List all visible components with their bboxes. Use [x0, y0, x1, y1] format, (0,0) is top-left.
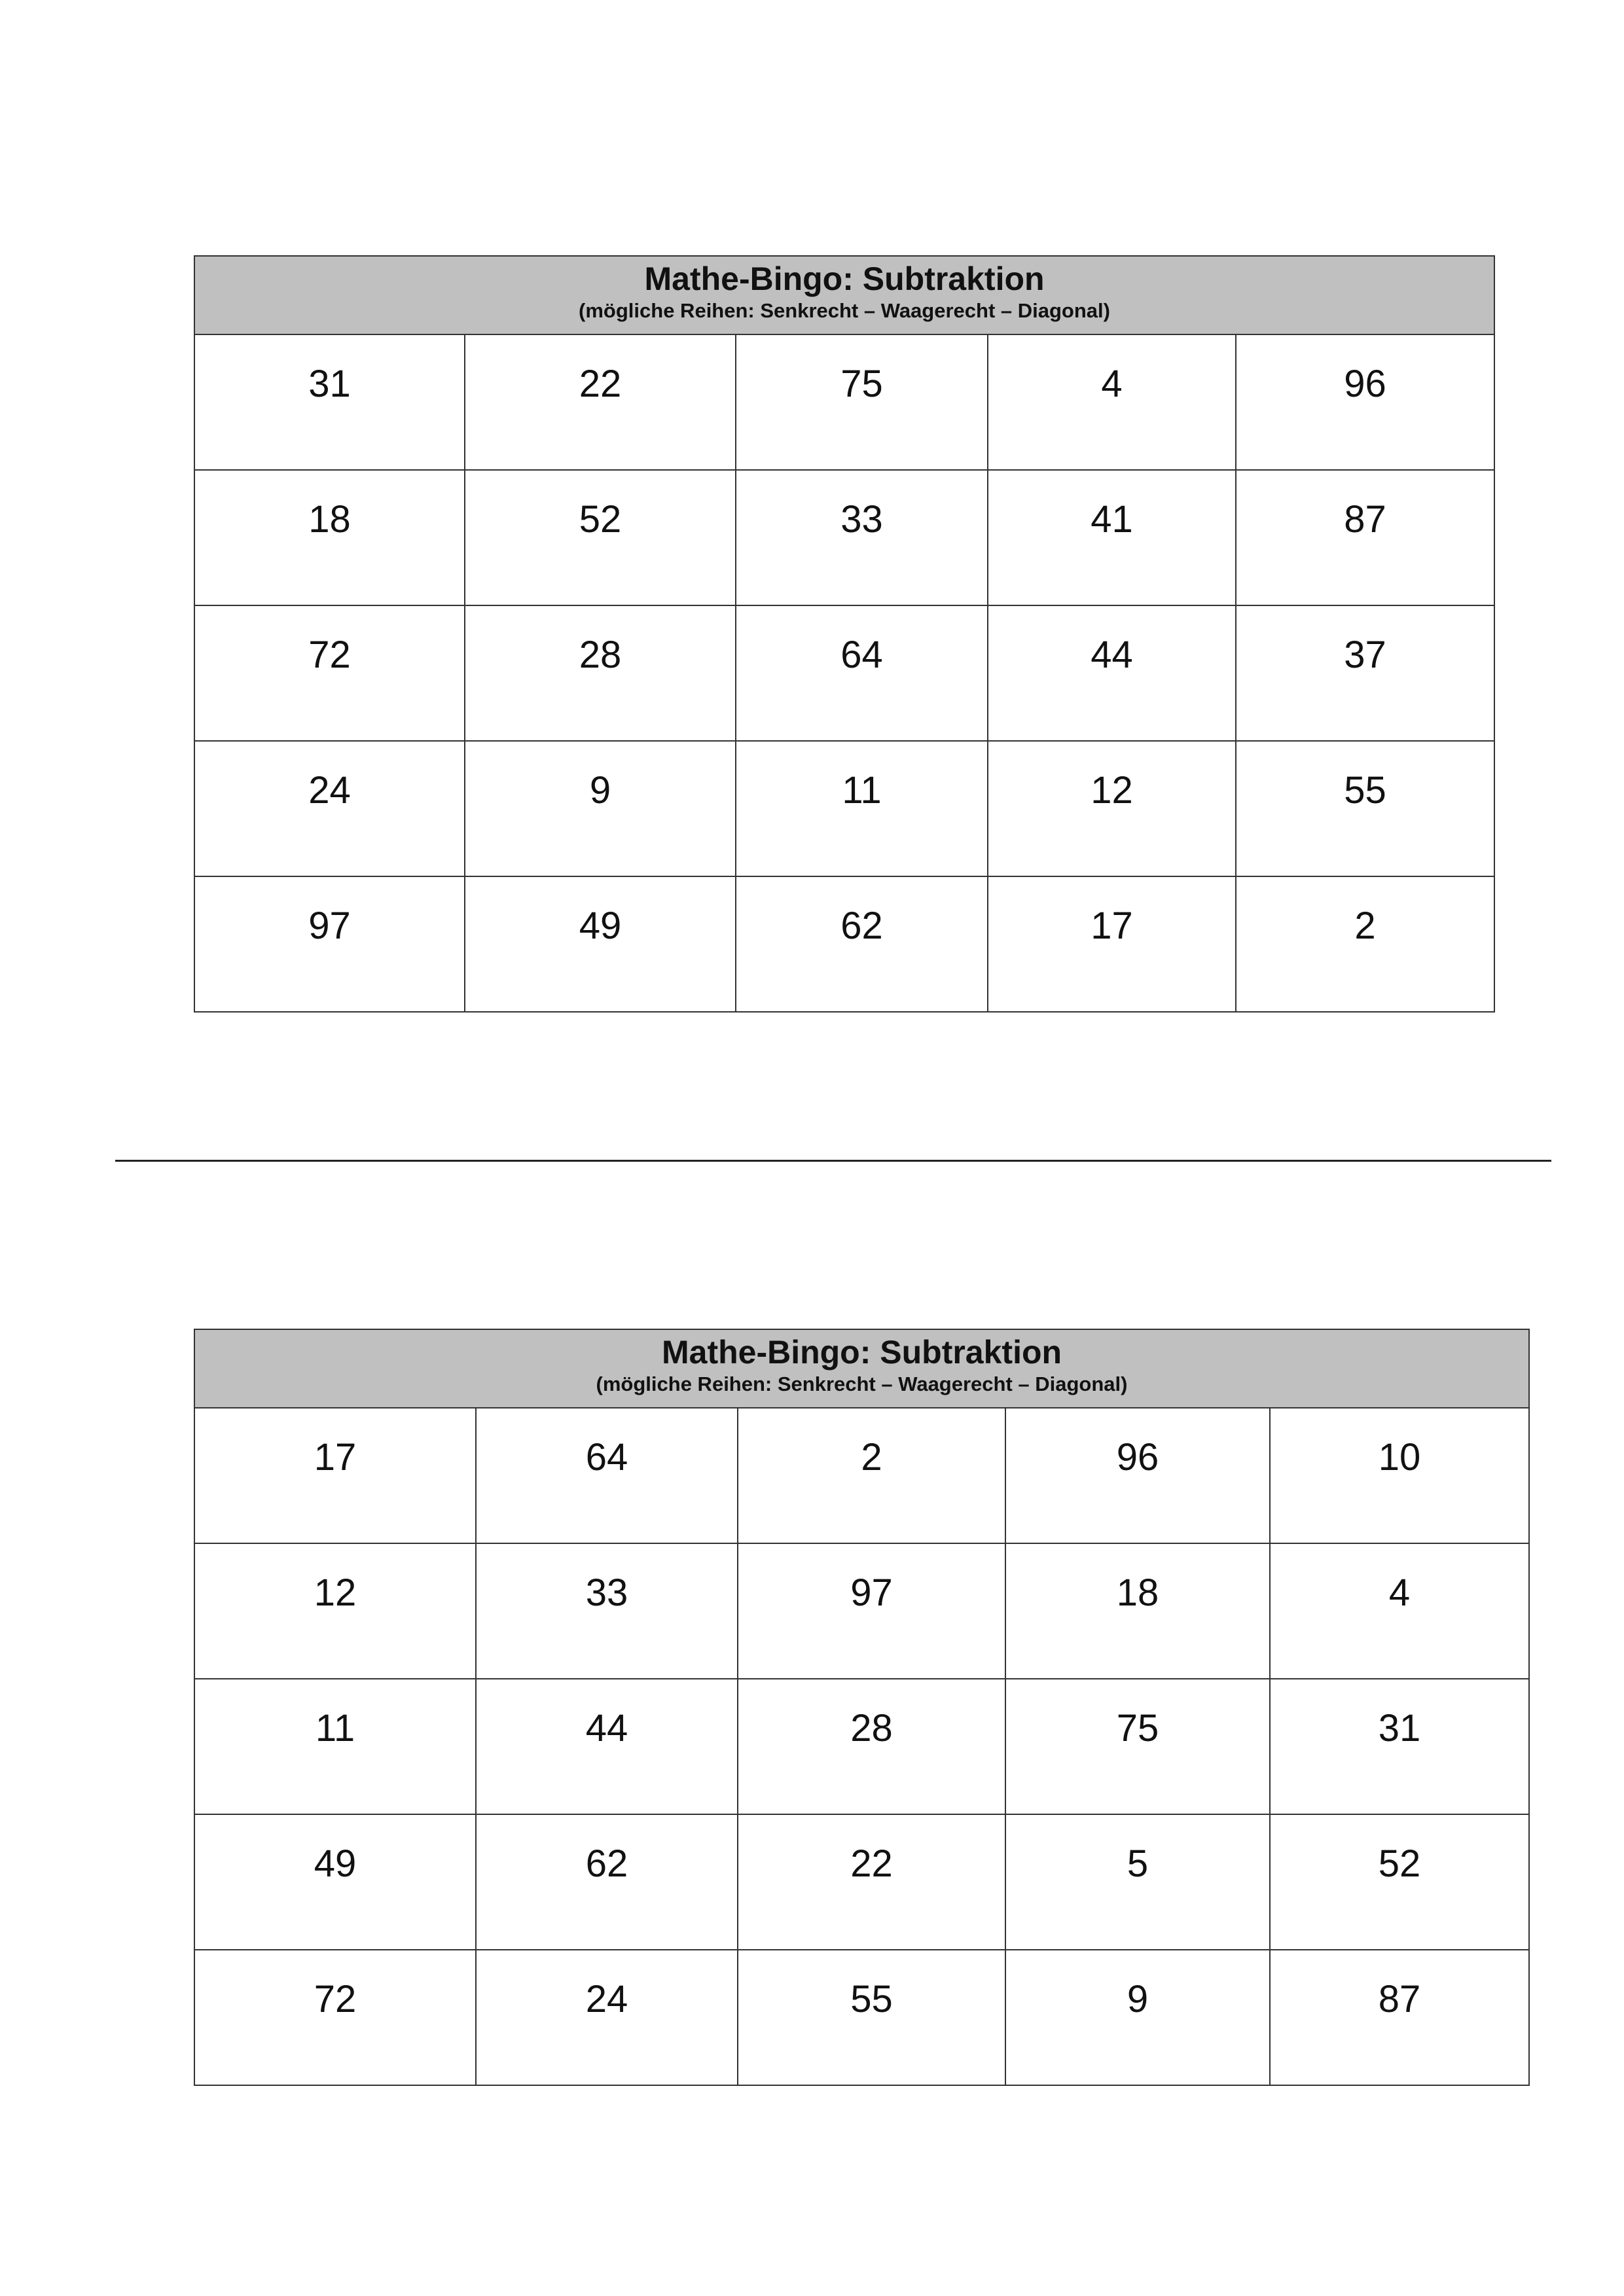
bingo-cell: 62 [476, 1814, 738, 1950]
bingo-cell: 44 [988, 605, 1236, 741]
bingo-cell: 64 [476, 1408, 738, 1543]
bingo-cell: 12 [988, 741, 1236, 876]
bingo-cell: 72 [194, 605, 465, 741]
bingo-cell: 22 [465, 334, 736, 470]
card-header [194, 1329, 1529, 1408]
bingo-cell: 96 [1005, 1408, 1270, 1543]
bingo-cell: 62 [736, 876, 988, 1012]
bingo-cell: 5 [1005, 1814, 1270, 1950]
bingo-cell: 96 [1236, 334, 1494, 470]
bingo-cell: 18 [194, 470, 465, 605]
bingo-cell: 44 [476, 1679, 738, 1814]
card-header [194, 256, 1494, 334]
bingo-cell: 24 [194, 741, 465, 876]
bingo-cell: 31 [194, 334, 465, 470]
bingo-cell: 75 [1005, 1679, 1270, 1814]
bingo-cell: 64 [736, 605, 988, 741]
card-subtitle: (mögliche Reihen: Senkrecht – Waagerecht – Diagonal) [596, 1372, 1128, 1395]
bingo-cell: 49 [194, 1814, 476, 1950]
table-row [194, 470, 1494, 605]
bingo-cell: 11 [736, 741, 988, 876]
bingo-cell: 2 [1236, 876, 1494, 1012]
card-subtitle: (mögliche Reihen: Senkrecht – Waagerecht – Diagonal) [579, 299, 1110, 322]
bingo-cell: 97 [738, 1543, 1005, 1679]
bingo-cell: 12 [194, 1543, 476, 1679]
bingo-cell: 28 [738, 1679, 1005, 1814]
bingo-cell: 10 [1270, 1408, 1529, 1543]
cut-line [115, 1160, 1551, 1162]
bingo-cell: 4 [988, 334, 1236, 470]
table-row [194, 605, 1494, 741]
bingo-cell: 72 [194, 1950, 476, 2085]
bingo-cell: 24 [476, 1950, 738, 2085]
bingo-cell: 33 [736, 470, 988, 605]
bingo-cell: 31 [1270, 1679, 1529, 1814]
table-row [194, 1408, 1529, 1543]
bingo-cell: 97 [194, 876, 465, 1012]
bingo-cell: 87 [1270, 1950, 1529, 2085]
bingo-cell: 17 [988, 876, 1236, 1012]
bingo-cell: 37 [1236, 605, 1494, 741]
bingo-cell: 33 [476, 1543, 738, 1679]
table-row [194, 334, 1494, 470]
bingo-card-2 [194, 1329, 1530, 2086]
bingo-cell: 75 [736, 334, 988, 470]
bingo-cell: 41 [988, 470, 1236, 605]
bingo-cell: 87 [1236, 470, 1494, 605]
bingo-cell: 52 [465, 470, 736, 605]
table-row [194, 1814, 1529, 1950]
bingo-cell: 9 [465, 741, 736, 876]
card-title: Mathe-Bingo: Subtraktion [644, 260, 1045, 297]
bingo-cell: 55 [1236, 741, 1494, 876]
bingo-cell: 52 [1270, 1814, 1529, 1950]
bingo-cell: 17 [194, 1408, 476, 1543]
bingo-cell: 28 [465, 605, 736, 741]
table-row [194, 1950, 1529, 2085]
table-row [194, 741, 1494, 876]
bingo-cell: 22 [738, 1814, 1005, 1950]
bingo-cell: 49 [465, 876, 736, 1012]
bingo-cell: 55 [738, 1950, 1005, 2085]
table-row [194, 1543, 1529, 1679]
table-row [194, 1679, 1529, 1814]
bingo-cell: 9 [1005, 1950, 1270, 2085]
bingo-cell: 18 [1005, 1543, 1270, 1679]
bingo-cell: 2 [738, 1408, 1005, 1543]
card-title: Mathe-Bingo: Subtraktion [661, 1334, 1062, 1371]
bingo-cell: 11 [194, 1679, 476, 1814]
table-row [194, 876, 1494, 1012]
bingo-card-1 [194, 255, 1495, 1013]
bingo-cell: 4 [1270, 1543, 1529, 1679]
